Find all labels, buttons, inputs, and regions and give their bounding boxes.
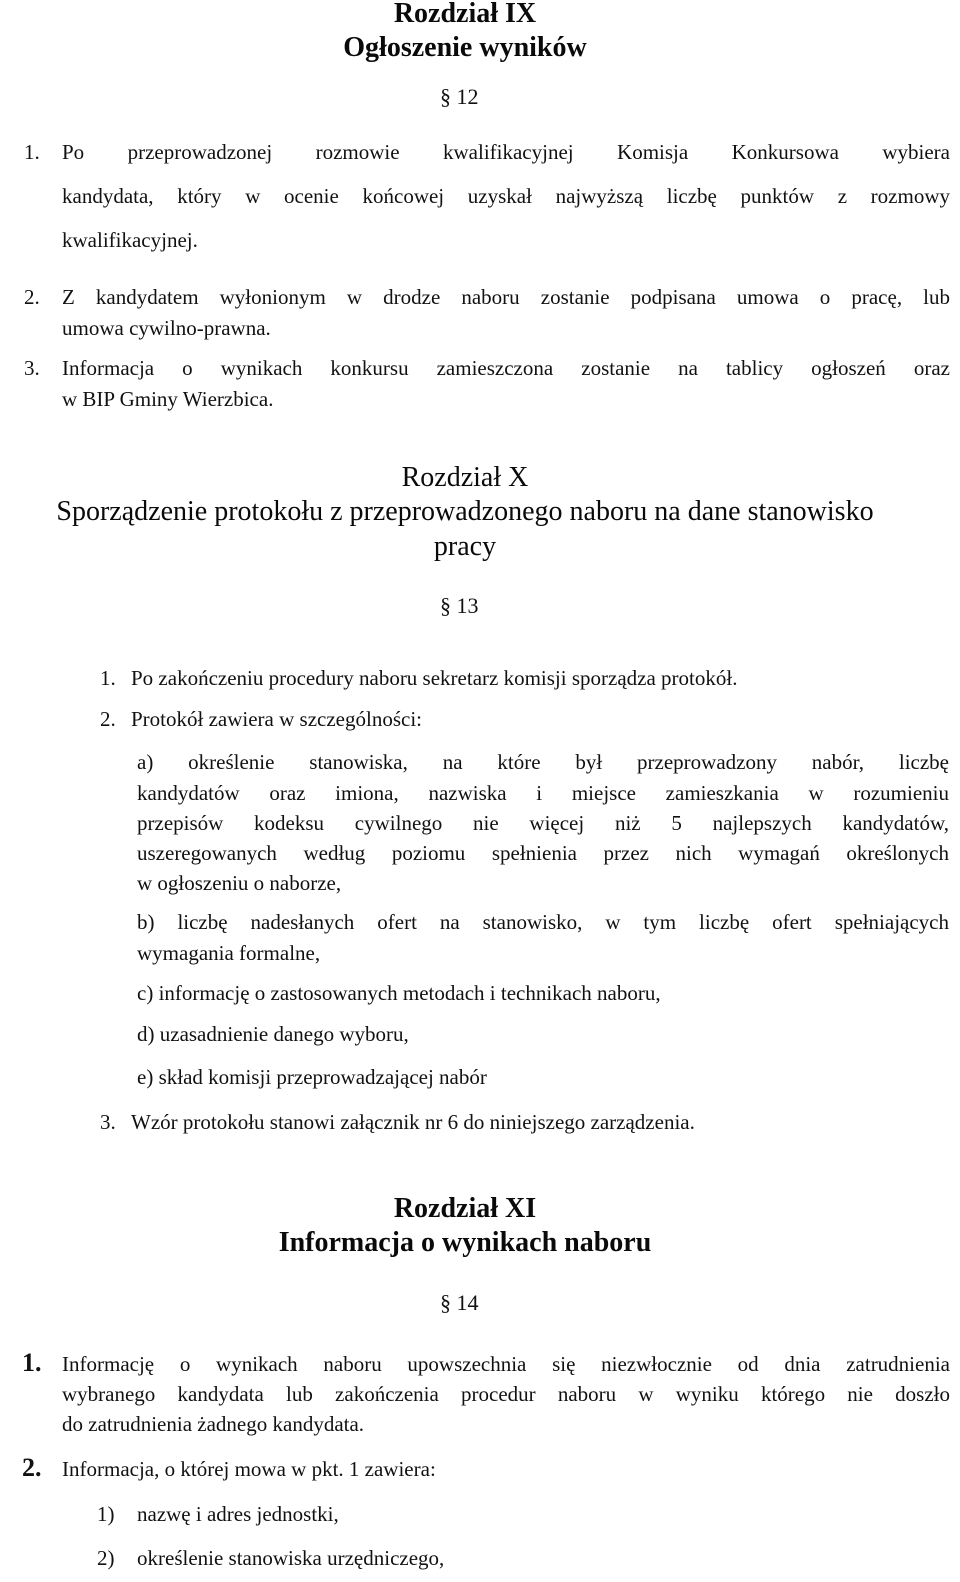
ch10-subitem-b-line-1: b) liczbę nadesłanych ofert na stanowisko, w tym liczbę ofert spełniających xyxy=(137,910,949,934)
ch10-subitem-a-line-4: uszeregowanych według poziomu spełnienia przez nich wymagań określonych xyxy=(137,841,949,865)
ch11-item-1-line-2: wybranego kandydata lub zakończenia procedur naboru w wyniku którego nie doszło xyxy=(62,1382,950,1406)
ch11-item-1-number: 1. xyxy=(22,1348,42,1377)
ch11-item-2-number: 2. xyxy=(22,1453,42,1482)
ch9-item-3-line-1: Informacja o wynikach konkursu zamieszczona zostanie na tablicy ogłoszeń oraz xyxy=(62,356,950,380)
chapter-11-title: Rozdział XI xyxy=(393,1193,537,1224)
ch10-subitem-a-line-1: a) określenie stanowiska, na które był przeprowadzony nabór, liczbę xyxy=(137,750,949,774)
ch9-item-3-number: 3. xyxy=(24,356,40,380)
ch10-subitem-c: c) informację o zastosowanych metodach i technikach naboru, xyxy=(137,981,661,1005)
ch10-item-2-number: 2. xyxy=(100,707,116,731)
chapter-10-subtitle-line-1: Sporządzenie protokołu z przeprowadzonego naboru na dane stanowisko xyxy=(56,496,874,527)
ch11-item-1-line-3: do zatrudnienia żadnego kandydata. xyxy=(62,1412,365,1436)
ch10-subitem-d: d) uzasadnienie danego wyboru, xyxy=(137,1022,409,1046)
ch10-subitem-a-line-3: przepisów kodeksu cywilnego nie więcej niż 5 najlepszych kandydatów, xyxy=(137,811,949,835)
ch9-item-3-line-2: w BIP Gminy Wierzbica. xyxy=(62,387,274,411)
ch9-item-1-number: 1. xyxy=(24,140,40,164)
ch11-subitem-2-number: 2) xyxy=(97,1546,115,1570)
ch10-subitem-b-line-2: wymagania formalne, xyxy=(137,941,321,965)
ch10-item-3-text: Wzór protokołu stanowi załącznik nr 6 do niniejszego zarządzenia. xyxy=(131,1110,695,1134)
ch9-item-2-line-1: Z kandydatem wyłonionym w drodze naboru zostanie podpisana umowa o pracę, lub xyxy=(62,285,950,309)
section-13: § 13 xyxy=(440,593,479,618)
ch10-item-2-text: Protokół zawiera w szczególności: xyxy=(131,707,422,731)
ch10-item-3-number: 3. xyxy=(100,1110,116,1134)
section-12: § 12 xyxy=(440,84,479,109)
ch11-item-1-line-1: Informację o wynikach naboru upowszechnia się niezwłocznie od dnia zatrudnienia xyxy=(62,1352,950,1376)
chapter-10-subtitle-line-2: pracy xyxy=(433,531,497,562)
ch10-subitem-a-line-5: w ogłoszeniu o naborze, xyxy=(137,871,342,895)
section-14: § 14 xyxy=(440,1290,479,1315)
ch11-item-2-text: Informacja, o której mowa w pkt. 1 zawiera: xyxy=(62,1457,436,1481)
ch10-item-1-number: 1. xyxy=(100,666,116,690)
ch9-item-1-line-1: Po przeprowadzonej rozmowie kwalifikacyjnej Komisja Konkursowa wybiera xyxy=(62,140,950,164)
ch11-subitem-2-text: określenie stanowiska urzędniczego, xyxy=(137,1546,445,1570)
chapter-9-subtitle: Ogłoszenie wyników xyxy=(343,32,587,63)
ch11-subitem-1-number: 1) xyxy=(97,1502,115,1526)
ch10-subitem-e: e) skład komisji przeprowadzającej nabór xyxy=(137,1065,487,1089)
ch9-item-2-line-2: umowa cywilno-prawna. xyxy=(62,316,271,340)
ch9-item-1-line-2: kandydata, który w ocenie końcowej uzyskał najwyższą liczbę punktów z rozmowy xyxy=(62,184,950,208)
ch11-subitem-1-text: nazwę i adres jednostki, xyxy=(137,1502,339,1526)
ch10-item-1-text: Po zakończeniu procedury naboru sekretarz komisji sporządza protokół. xyxy=(131,666,738,690)
ch9-item-1-line-3: kwalifikacyjnej. xyxy=(62,228,198,252)
ch10-subitem-a-line-2: kandydatów oraz imiona, nazwiska i miejsce zamieszkania w rozumieniu xyxy=(137,781,949,805)
chapter-9-title: Rozdział IX xyxy=(393,0,537,29)
chapter-10-title: Rozdział X xyxy=(401,462,529,493)
ch9-item-2-number: 2. xyxy=(24,285,40,309)
chapter-11-subtitle: Informacja o wynikach naboru xyxy=(278,1227,652,1258)
